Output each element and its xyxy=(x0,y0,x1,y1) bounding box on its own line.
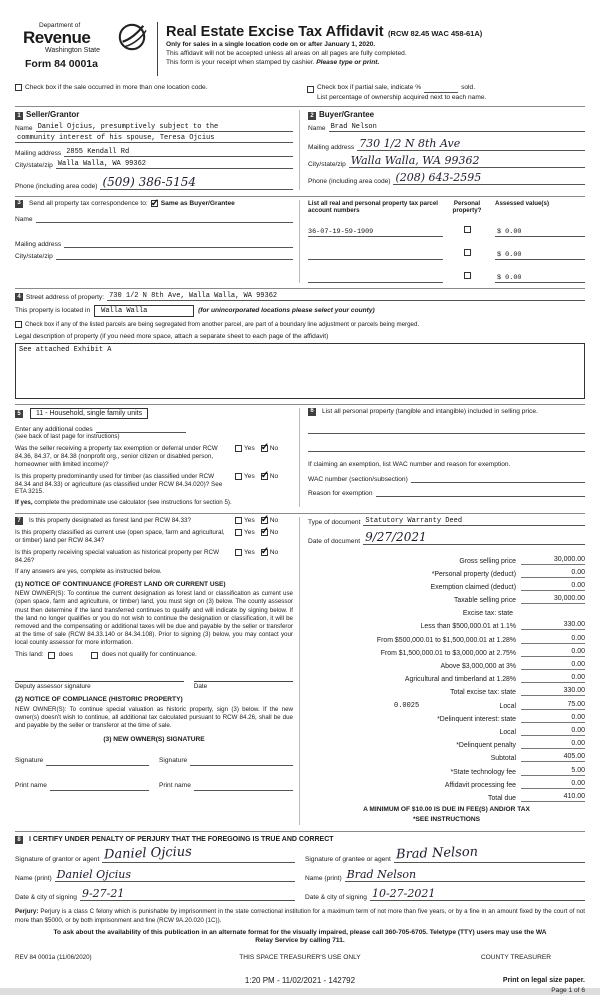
located-in-note: (for unincorporated locations please select your county) xyxy=(198,307,375,315)
forest-yes-checkbox[interactable] xyxy=(235,517,242,524)
does-checkbox[interactable] xyxy=(48,652,55,659)
partial-sale-label: Check box if partial sale, indicate % xyxy=(317,84,422,92)
tax-row-taxable xyxy=(308,591,585,604)
tax-label: *Personal property (deduct) xyxy=(431,570,516,578)
yes-label: Yes xyxy=(244,517,255,525)
page-number: Page 1 of 6 xyxy=(551,986,585,994)
grantee-name-print: Brad Nelson xyxy=(346,868,417,882)
buyer-phone-value: (208) 643-2595 xyxy=(395,170,482,184)
multi-location-checkbox[interactable] xyxy=(15,84,22,91)
assessed-value-header: Assessed value(s) xyxy=(495,199,549,207)
print-name-label: Print name xyxy=(15,782,47,790)
current-use-question: Is this property classified as current use (open space, farm and agricultural, or timber) land per RCW 84.34? xyxy=(15,529,225,545)
additional-codes-note: (see back of last page for instructions) xyxy=(15,433,120,441)
signature-label: Signature xyxy=(159,757,188,765)
grantee-certify-block xyxy=(295,846,585,901)
seller-phone-value: (509) 386-5154 xyxy=(102,174,197,189)
deputy-assessor-signature-field[interactable] xyxy=(15,671,184,682)
located-in-label: This property is located in xyxy=(15,307,91,315)
parcel-number-field[interactable] xyxy=(308,251,443,260)
segregated-checkbox[interactable] xyxy=(15,321,22,328)
deputy-assessor-label: Deputy assessor signature xyxy=(15,683,91,691)
alt-format-note: To ask about the availability of this publication in an alternate format for the visually impaired, please call 360-705-6705. Teletype (TTY) users may use the WA Relay Service by calling 711. xyxy=(53,928,547,945)
buyer-name-value: Brad Nelson xyxy=(330,122,377,131)
tax-row-total-state xyxy=(308,683,585,696)
buyer-name-field[interactable] xyxy=(329,123,585,132)
timber-no-checkbox[interactable] xyxy=(261,473,268,480)
parcel-header: List all real and personal property tax parcel account numbers xyxy=(308,199,438,214)
seller-mailing-field[interactable] xyxy=(64,148,293,157)
parcel-row xyxy=(308,265,585,283)
notice-compliance-title: (2) NOTICE OF COMPLIANCE (HISTORIC PROPERTY) xyxy=(15,696,183,704)
grantor-name-print: Daniel Ojcius xyxy=(56,868,131,882)
land-use-code-value: 11 - Household, single family units xyxy=(36,410,143,418)
grantee-signature-field[interactable] xyxy=(394,845,585,863)
legal-paper-note: Print on legal size paper. xyxy=(502,977,585,985)
grantor-name-print-label: Name (print) xyxy=(15,875,52,883)
exemption-reason-field[interactable] xyxy=(376,488,585,497)
header-note-3: This form is your receipt when stamped by cashier. xyxy=(166,58,315,66)
parcel-row xyxy=(308,242,585,260)
tax-value: 0.00 xyxy=(521,569,585,578)
yes-label: Yes xyxy=(244,445,255,453)
tax-value: 0.00 xyxy=(521,648,585,657)
tax-label: Local xyxy=(499,728,516,736)
new-owner-signature-field-2[interactable] xyxy=(190,757,293,766)
partial-sale-suffix: sold. xyxy=(461,84,476,92)
tax-label: *Delinquent penalty xyxy=(456,742,516,750)
yes-label: Yes xyxy=(244,549,255,557)
tax-row-total-due xyxy=(308,789,585,802)
seller-csz-value: Walla Walla, WA 99362 xyxy=(57,159,146,168)
print-name-label: Print name xyxy=(159,782,191,790)
county-treasurer-label: COUNTY TREASURER xyxy=(480,953,551,961)
tax-row-personal-deduct xyxy=(308,565,585,578)
if-yes-label: If yes, xyxy=(15,499,33,507)
section-5-badge: 5 xyxy=(15,410,23,418)
new-owner-printname-row xyxy=(15,782,293,791)
if-yes-text: complete the predominate use calculator (see instructions for section 5). xyxy=(34,499,232,507)
correspondence-name-field[interactable] xyxy=(36,214,293,223)
tax-value: 0.00 xyxy=(521,780,585,789)
tax-label: Affidavit processing fee xyxy=(444,781,516,789)
seller-title: Seller/Grantor xyxy=(26,109,80,119)
located-in-field[interactable] xyxy=(94,305,194,317)
tax-value: 0.00 xyxy=(521,661,585,670)
seller-name-label: Name xyxy=(15,124,33,132)
print-timestamp: 1:20 PM - 11/02/2021 - 142792 xyxy=(244,976,356,986)
personal-property-list-label: List all personal property (tangible and intangible) included in selling price. xyxy=(322,408,538,416)
minimum-due-note: A MINIMUM OF $10.00 IS DUE IN FEE(S) AND/OR TAX xyxy=(363,805,530,813)
tax-value: 30,000.00 xyxy=(521,556,585,565)
title-block xyxy=(166,22,585,80)
document-type-value: Statutory Warranty Deed xyxy=(365,517,463,526)
forest-answer xyxy=(231,517,278,525)
document-type-label: Type of document xyxy=(308,519,361,527)
new-owner-printname-field-1[interactable] xyxy=(50,782,149,791)
grantor-certify-block xyxy=(15,846,295,901)
header-divider xyxy=(157,22,158,76)
correspondence-section xyxy=(15,200,585,284)
street-address-value: 730 1/2 N 8th Ave, Walla Walla, WA 99362 xyxy=(109,292,278,301)
personal-property-checkbox[interactable] xyxy=(464,272,471,279)
yes-label: Yes xyxy=(244,472,255,480)
property-section xyxy=(15,292,585,399)
signature-label: Signature xyxy=(15,757,44,765)
section-3-badge: 3 xyxy=(15,200,23,208)
personal-property-block xyxy=(299,408,585,507)
personal-property-line-2[interactable] xyxy=(308,443,585,452)
tax-label: Subtotal xyxy=(490,755,516,763)
legal-description-label: Legal description of property (if you need more space, attach a separate sheet to each page of the affidavit) xyxy=(15,332,329,340)
perjury-text: Perjury is a class C felony which is punishable by imprisonment in the state correctional institution for a maximum term of not more than five years, or by a fine in an amount fixed by the court of not more than $5000, or by both imprisonment and fine (RCW 9A.20.020 (1C)). xyxy=(15,908,585,924)
tax-label: Exemption claimed (deduct) xyxy=(430,583,516,591)
document-date-field[interactable] xyxy=(363,530,585,545)
grantee-date-label: Date & city of signing xyxy=(305,894,367,902)
seller-name-line2: community interest of his spouse, Teresa Ojcius xyxy=(17,133,215,142)
buyer-phone-label: Phone (including area code) xyxy=(308,177,391,185)
current-use-no-checkbox[interactable] xyxy=(261,529,268,536)
seller-mailing-label: Mailing address xyxy=(15,149,62,157)
tax-value: 30,000.00 xyxy=(521,595,585,604)
tax-value: 0.00 xyxy=(521,714,585,723)
correspondence-block xyxy=(15,200,299,284)
classification-and-tax-section xyxy=(15,517,585,825)
parcel-number: 36-07-19-59-1909 xyxy=(308,228,374,237)
no-label: No xyxy=(269,529,279,537)
no-label: No xyxy=(269,445,279,453)
notice-continuance-title: (1) NOTICE OF CONTINUANCE (FOREST LAND OR CURRENT USE) xyxy=(15,580,226,588)
perjury-label: Perjury: xyxy=(15,908,39,916)
forest-question: Is this property designated as forest land per RCW 84.33? xyxy=(29,517,192,525)
timber-yes-checkbox[interactable] xyxy=(235,473,242,480)
seller-phone-field[interactable] xyxy=(100,175,293,190)
section-8-badge: 8 xyxy=(15,836,23,844)
tax-value: 0.00 xyxy=(521,582,585,591)
located-in-value: Walla Walla xyxy=(101,307,148,316)
does-not-checkbox[interactable] xyxy=(91,652,98,659)
legal-description-value: See attached Exhibit A xyxy=(19,346,112,355)
tax-row-excise-header xyxy=(308,604,585,617)
agency-state-label: Washington State xyxy=(45,47,100,54)
grantor-signature-label: Signature of grantor or agent xyxy=(15,856,100,864)
tax-label: *State technology fee xyxy=(450,768,516,776)
buyer-phone-field[interactable] xyxy=(393,171,585,185)
tax-label: *Delinquent interest: state xyxy=(437,715,516,723)
assessed-value-field[interactable] xyxy=(495,274,585,283)
grantor-name-print-field[interactable] xyxy=(55,868,295,882)
notice-continuance-body: NEW OWNER(S): To continue the current designation as forest land or classification as current use (open space, farm and agriculture, or timber) land, you must sign on (3) below. The county assessor must then determine if the land transferred continues to qualify and will indicate by signing below. If the land no longer qualifies or you do not wish to continue the designation or classification, it will be removed and the compensating or additional taxes will be due and payable by the seller or transferor at the time of sale (RCW 84.33.140 or 84.34.108). Prior to signing (3) below, you may contact your local county assessor for more information. xyxy=(15,590,293,646)
document-date-value: 9/27/2021 xyxy=(365,530,427,545)
tax-computation-block xyxy=(299,517,585,825)
assessed-value: $ 0.00 xyxy=(497,228,522,237)
form-header xyxy=(15,22,585,80)
deputy-date-field[interactable] xyxy=(194,671,293,682)
assessed-value-field[interactable] xyxy=(495,228,585,237)
tax-label: Taxable selling price xyxy=(453,597,516,605)
assessed-value: $ 0.00 xyxy=(497,251,522,260)
parties-section xyxy=(15,110,585,190)
new-owner-signature-row xyxy=(15,757,293,766)
certification-section xyxy=(15,835,585,901)
tax-table xyxy=(308,551,585,802)
historic-question: Is this property receiving special valuation as historical property per RCW 84.26? xyxy=(15,549,220,564)
no-label: No xyxy=(269,549,279,557)
top-check-row xyxy=(15,84,585,103)
tax-row-technology-fee xyxy=(308,762,585,775)
footer-block xyxy=(15,908,585,995)
tax-value: 410.00 xyxy=(521,793,585,802)
buyer-csz-label: City/state/zip xyxy=(308,160,346,168)
document-date-label: Date of document xyxy=(308,538,361,546)
grantee-name-print-field[interactable] xyxy=(345,868,585,882)
certify-title: I CERTIFY UNDER PENALTY OF PERJURY THAT THE FOREGOING IS TRUE AND CORRECT xyxy=(29,836,334,844)
buyer-mailing-label: Mailing address xyxy=(308,143,355,151)
tax-label: Less than $500,000.01 at 1.1% xyxy=(420,623,516,631)
tax-row-processing-fee xyxy=(308,776,585,789)
section-2-badge: 2 xyxy=(308,112,316,120)
tax-value: 0.00 xyxy=(521,740,585,749)
does-label: does xyxy=(58,650,73,658)
see-instructions-note: *SEE INSTRUCTIONS xyxy=(412,816,481,824)
tax-row-tier1 xyxy=(308,617,585,630)
assessed-value-field[interactable] xyxy=(495,251,585,260)
tax-row-subtotal xyxy=(308,749,585,762)
tax-row-delinquent-interest-local xyxy=(308,723,585,736)
form-title-rcw: (RCW 82.45 WAC 458-61A) xyxy=(388,29,483,38)
seller-name-field[interactable] xyxy=(36,123,293,132)
correspondence-name-label: Name xyxy=(15,216,33,224)
tax-value: 75.00 xyxy=(521,701,585,710)
tax-row-exemption-deduct xyxy=(308,578,585,591)
rev-number: REV 84 0001a (11/06/2020) xyxy=(15,953,92,961)
buyer-mailing-field[interactable] xyxy=(357,137,585,151)
street-address-field[interactable] xyxy=(107,292,585,301)
partial-sale-percent-field[interactable] xyxy=(424,84,458,93)
does-not-label: does not qualify for continuance. xyxy=(101,650,197,658)
seller-block xyxy=(15,110,299,190)
seller-mailing-value: 2855 Kendall Rd xyxy=(66,147,130,156)
buyer-name-label: Name xyxy=(308,124,326,132)
timber-answer xyxy=(231,473,278,497)
segregated-label: Check box if any of the listed parcels are being segregated from another parcel, are part of a boundary line adjustment or parcels being merged. xyxy=(25,321,420,329)
if-any-yes-note: If any answers are yes, complete as instructed below. xyxy=(15,567,162,575)
agency-name: Revenue xyxy=(23,28,91,47)
correspondence-mailing-label: Mailing address xyxy=(15,241,62,249)
print-footer xyxy=(15,976,585,995)
yes-label: Yes xyxy=(244,529,255,537)
additional-codes-label: Enter any additional codes xyxy=(15,426,93,434)
section-7-badge: 7 xyxy=(15,517,23,525)
tax-row-tier4 xyxy=(308,657,585,670)
grantor-date: 9-27-21 xyxy=(81,887,125,901)
header-note-3-emphasis: Please type or print. xyxy=(316,58,380,66)
agency-block xyxy=(15,22,149,80)
classification-block xyxy=(15,517,299,825)
same-as-buyer-label: Same as Buyer/Grantee xyxy=(160,199,235,207)
tax-label: From $1,500,000.01 to $3,000,000 at 2.75% xyxy=(380,649,516,657)
exemption-claim-label: If claiming an exemption, list WAC number and reason for exemption. xyxy=(308,460,511,468)
grantor-signature-field[interactable] xyxy=(102,844,295,863)
parcel-table xyxy=(299,200,585,284)
treasurer-space-label: THIS SPACE TREASURER'S USE ONLY xyxy=(239,953,361,961)
this-land-label: This land: xyxy=(15,650,44,658)
exemption-yes-checkbox[interactable] xyxy=(235,445,242,452)
grantee-date: 10-27-2021 xyxy=(371,887,436,901)
buyer-block xyxy=(299,110,585,190)
exemption-question: Was the seller receiving a property tax exemption or deferral under RCW 84.36, 84.37, or 84.38 (nonprofit org., senior citizen or disabled person, homeowner with limited income)? xyxy=(15,445,218,468)
use-section xyxy=(15,408,585,507)
exemption-reason-label: Reason for exemption xyxy=(308,490,373,498)
same-as-buyer-checkbox[interactable] xyxy=(151,200,158,207)
tax-row-tier3 xyxy=(308,644,585,657)
buyer-csz-value: Walla Walla, WA 99362 xyxy=(350,153,480,167)
tax-value: 0.00 xyxy=(521,674,585,683)
ownership-note: List percentage of ownership acquired next to each name. xyxy=(317,94,487,101)
seller-name-field-2[interactable] xyxy=(15,134,293,143)
tax-value: 5.00 xyxy=(521,767,585,776)
new-owner-printname-field-2[interactable] xyxy=(194,782,293,791)
notice-compliance-body: NEW OWNER(S): To continue special valuation as historic property, sign (3) below. If the new owner(s) doesn't wish to continue, all additional tax calculated pursuant to RCW 84.26, shall be due and payable by the seller or transferor at the time of sale. xyxy=(15,705,293,730)
tax-row-tier2 xyxy=(308,630,585,643)
grantee-signature-label: Signature of grantee or agent xyxy=(305,856,391,864)
exemption-answer xyxy=(231,445,278,469)
street-address-label: Street address of property: xyxy=(26,294,105,302)
header-note-1: Only for sales in a single location code on or after January 1, 2020. xyxy=(166,41,376,48)
grantee-name-print-label: Name (print) xyxy=(305,875,342,883)
tax-value: 330.00 xyxy=(521,687,585,696)
parcel-row xyxy=(308,219,585,237)
header-note-2: This affidavit will not be accepted unless all areas on all pages are fully completed. xyxy=(166,49,407,57)
deputy-date-label: Date xyxy=(193,683,208,691)
tax-value: 0.00 xyxy=(521,727,585,736)
tax-row-local xyxy=(308,696,585,709)
grantee-signature: Brad Nelson xyxy=(395,845,479,863)
tax-label: Above $3,000,000 at 3% xyxy=(440,663,516,671)
local-rate-value: 0.0025 xyxy=(394,701,420,710)
buyer-mailing-value: 730 1/2 N 8th Ave xyxy=(359,136,461,150)
revenue-logo-icon xyxy=(117,22,147,52)
personal-property-header: Personal property? xyxy=(452,199,482,214)
legal-description-field[interactable] xyxy=(15,343,585,399)
current-use-yes-checkbox[interactable] xyxy=(235,529,242,536)
section-6-badge: 6 xyxy=(308,408,316,416)
historic-answer xyxy=(231,549,278,565)
tax-row-agricultural xyxy=(308,670,585,683)
wac-number-label: WAC number (section/subsection) xyxy=(308,476,408,484)
historic-no-checkbox[interactable] xyxy=(261,549,268,556)
land-use-block xyxy=(15,408,299,507)
new-owners-signature-title: (3) NEW OWNER(S) SIGNATURE xyxy=(103,736,205,744)
buyer-title: Buyer/Grantee xyxy=(319,109,375,119)
tax-row-gross xyxy=(308,551,585,564)
tax-row-delinquent-penalty xyxy=(308,736,585,749)
personal-property-checkbox[interactable] xyxy=(464,226,471,233)
tax-row-delinquent-interest-state xyxy=(308,710,585,723)
tax-label: Local xyxy=(499,702,516,710)
deputy-assessor-row xyxy=(15,671,293,690)
tax-label: Gross selling price xyxy=(459,557,516,565)
exemption-no-checkbox[interactable] xyxy=(261,445,268,452)
current-use-answer xyxy=(231,529,278,545)
tax-value: 0.00 xyxy=(521,635,585,644)
parcel-number-field[interactable] xyxy=(308,228,443,237)
correspondence-csz-label: City/state/zip xyxy=(15,253,53,261)
correspondence-label: Send all property tax correspondence to: xyxy=(29,199,148,207)
seller-phone-label: Phone (including area code) xyxy=(15,182,98,190)
document-type-field[interactable] xyxy=(363,517,585,526)
tax-label: Agricultural and timberland at 1.28% xyxy=(404,676,516,684)
tax-label: Total excise tax: state xyxy=(450,689,516,697)
tax-value: 405.00 xyxy=(521,753,585,762)
correspondence-csz-field[interactable] xyxy=(56,251,293,260)
grantor-date-label: Date & city of signing xyxy=(15,894,77,902)
buyer-csz-field[interactable] xyxy=(349,154,585,168)
parcel-number-field[interactable] xyxy=(308,274,443,283)
timber-question: Is this property predominantly used for timber (as classified under RCW 84.34 and 84.33) or agriculture (as classified under RCW 84.34.020)? See ETA 3215. xyxy=(15,472,223,496)
personal-property-line-1[interactable] xyxy=(308,425,585,434)
no-label: No xyxy=(269,517,279,525)
form-title: Real Estate Excise Tax Affidavit xyxy=(166,24,384,40)
grantor-signature: Daniel Ojcius xyxy=(104,844,193,863)
grantor-date-field[interactable] xyxy=(80,887,295,901)
correspondence-mailing-field[interactable] xyxy=(64,239,293,248)
form-number: Form 84 0001a xyxy=(25,58,98,70)
seller-csz-label: City/state/zip xyxy=(15,161,53,169)
grantee-date-field[interactable] xyxy=(370,887,585,901)
tax-label: Excise tax: state xyxy=(462,610,513,618)
department-of-label: Department of xyxy=(39,22,81,29)
seller-name-line1: Daniel Ojcius, presumptively subject to the xyxy=(37,122,219,131)
personal-property-checkbox[interactable] xyxy=(464,249,471,256)
tax-label: From $500,000.01 to $1,500,000.01 at 1.28% xyxy=(376,636,516,644)
forest-no-checkbox[interactable] xyxy=(261,517,268,524)
partial-sale-checkbox[interactable] xyxy=(307,86,314,93)
new-owner-signature-field-1[interactable] xyxy=(46,757,149,766)
no-label: No xyxy=(269,472,279,480)
section-1-badge: 1 xyxy=(15,112,23,120)
land-use-code-field[interactable] xyxy=(30,408,148,419)
historic-yes-checkbox[interactable] xyxy=(235,549,242,556)
section-4-badge: 4 xyxy=(15,293,23,301)
additional-codes-field[interactable] xyxy=(96,424,186,433)
seller-csz-field[interactable] xyxy=(56,160,293,169)
tax-value: 330.00 xyxy=(521,621,585,630)
multi-location-label: Check box if the sale occurred in more than one location code. xyxy=(25,84,208,91)
assessed-value: $ 0.00 xyxy=(497,274,522,283)
wac-number-field[interactable] xyxy=(411,474,585,483)
tax-label: Total due xyxy=(488,794,516,802)
